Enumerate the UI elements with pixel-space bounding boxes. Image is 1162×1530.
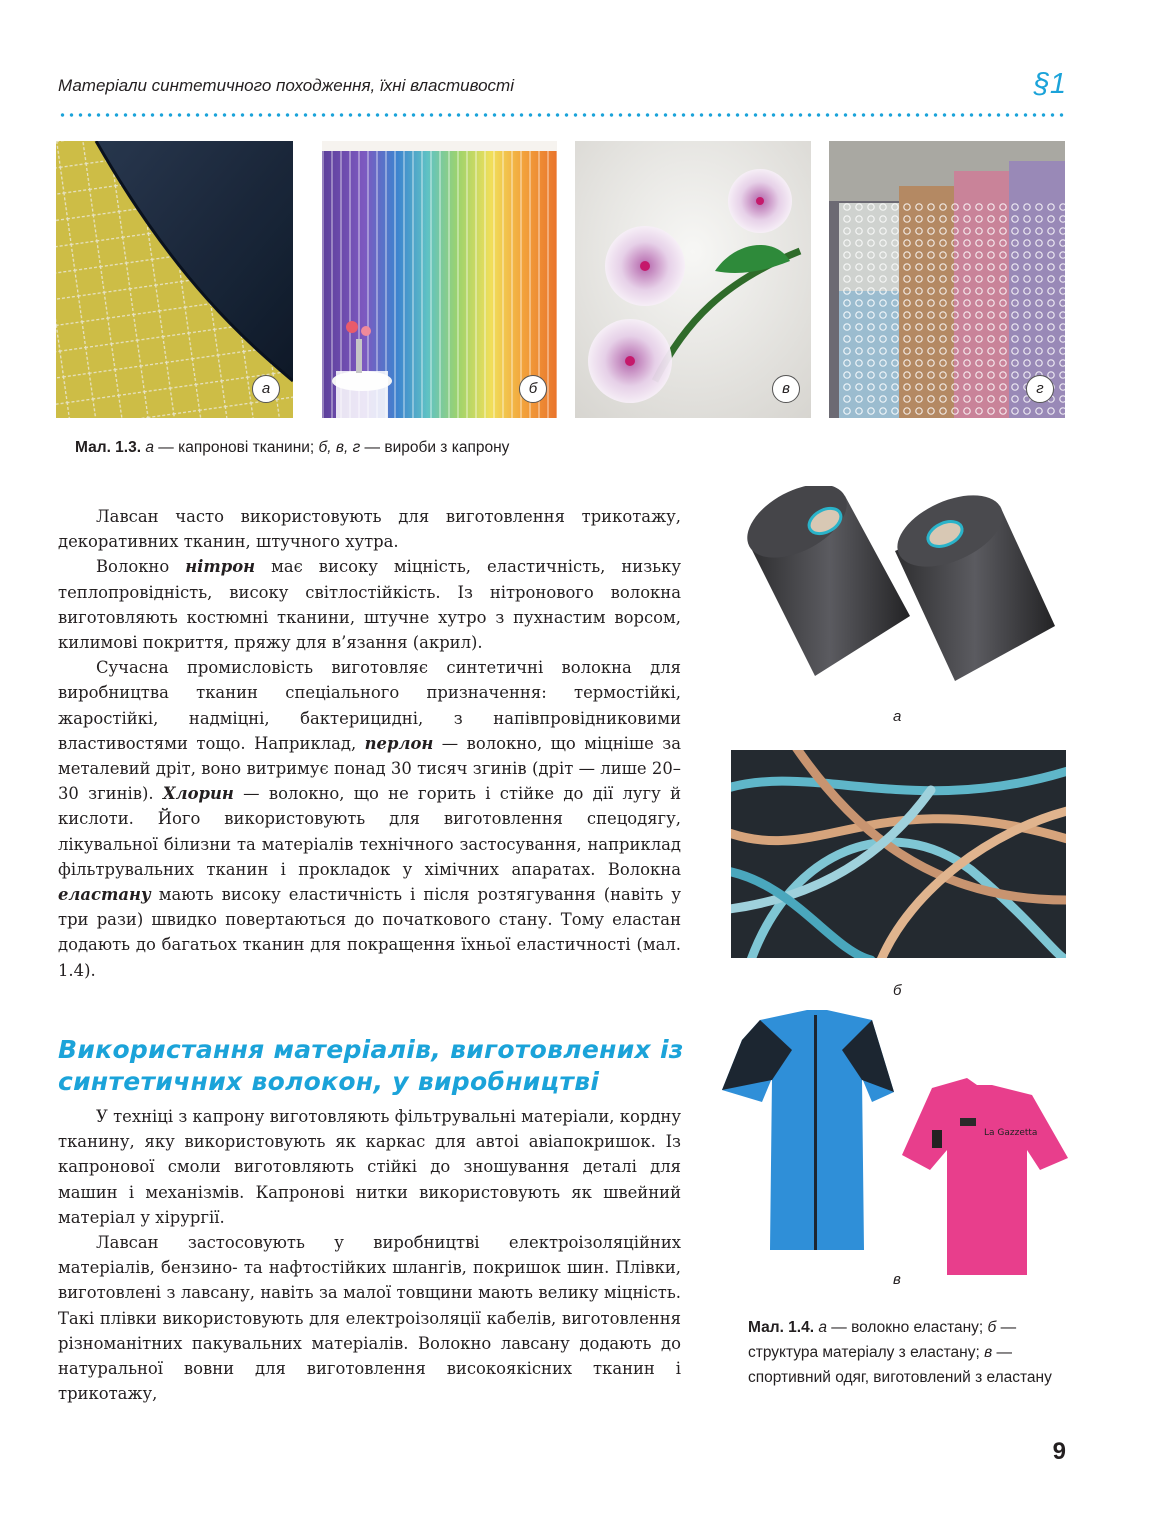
caption-letter: в bbox=[984, 1344, 993, 1361]
figure-letter-badge: в bbox=[772, 375, 800, 403]
photo-sports-jerseys bbox=[722, 1010, 1068, 1285]
photo-elastane-spools bbox=[730, 486, 1062, 694]
caption-label: Мал. 1.4. bbox=[748, 1319, 815, 1336]
caption-text: — вироби з капрону bbox=[360, 439, 510, 456]
paragraph: Волокно нітрон має високу міцність, еластичність, низьку теплопровідність, високу світлостійкість. Із нітронового волокна виготовляють костюмні тканини, штучне хутро з пухнастим ворсом, килимові покриття, пряжу для в’язання (акрил). bbox=[58, 557, 681, 653]
section-number: §1 bbox=[1033, 68, 1066, 100]
page-number: 9 bbox=[1052, 1438, 1066, 1465]
running-title: Матеріали синтетичного походження, їхні властивості bbox=[58, 76, 514, 95]
term: еластану bbox=[58, 885, 151, 905]
caption-label: Мал. 1.3. bbox=[75, 439, 142, 456]
caption-text: — спортивний одяг, виготовлений з еластану bbox=[748, 1344, 1052, 1386]
figure-letter-badge: г bbox=[1026, 375, 1054, 403]
figure-1-3-caption bbox=[75, 435, 775, 460]
photo-lace-ribbons bbox=[829, 141, 1065, 418]
caption-letter: б bbox=[987, 1319, 997, 1336]
caption-letter: б, в, г bbox=[318, 439, 361, 456]
figure-letter: б bbox=[893, 982, 902, 999]
body-text-upper bbox=[58, 504, 681, 983]
figure-letter: а bbox=[893, 708, 902, 725]
paragraph: Лавсан часто використовують для виготовлення трикотажу, декоративних тканин, штучного хутра. bbox=[58, 507, 681, 552]
caption-letter: а bbox=[145, 439, 154, 456]
dotted-divider bbox=[58, 113, 1068, 117]
paragraph: Лавсан застосовують у виробництві електроізоляційних матеріалів, бензино- та нафтостійких шлангів, покришок шин. Плівки, виготовлені з лавсану, навіть за малої товщини мають велику міцність. Такі плівки використовують для електроізоляції кабелів, виготовлення різноманітних пакувальних матеріалів. Волокно лавсану додають до натуральної вовни для виготовлення високоякісних тканин і трикотажу, bbox=[58, 1233, 681, 1404]
term: нітрон bbox=[185, 557, 256, 577]
figure-letter-badge: а bbox=[252, 375, 280, 403]
photo-nylon-flowers bbox=[575, 141, 811, 418]
caption-text: — капронові тканини; bbox=[153, 439, 319, 456]
svg-text:La Gazzetta: La Gazzetta bbox=[984, 1128, 1038, 1138]
running-header bbox=[58, 68, 1068, 106]
figure-letter-badge: б bbox=[519, 375, 547, 403]
caption-letter: а bbox=[818, 1319, 827, 1336]
term: Хлорин bbox=[162, 784, 234, 804]
caption-text: — структура матеріалу з еластану; bbox=[748, 1319, 1017, 1361]
photo-nylon-fabrics bbox=[56, 141, 293, 418]
photo-elastane-structure bbox=[731, 750, 1066, 958]
caption-text: — волокно еластану; bbox=[826, 1319, 984, 1336]
term: перлон bbox=[364, 733, 434, 753]
body-text-lower bbox=[58, 1104, 681, 1406]
paragraph: Сучасна промисловість виготовляє синтетичні волокна для виробництва тканин спеціального призначення: термостійкі, жаростійкі, надміцні, бактерицидні, з напівпровідниковими властивостями тощо. Наприклад, перлон — волокно, що міцніше за металевий дріт, воно витримує понад 30 тисяч згинів (дріт — лише 20–30 згинів). Хлорин — волокно, що не горить і стійке до дії лугу й кислоти. Його використовують для виготовлення спецодягу, лікувальної білизни та матеріалів технічного застосування, наприклад фільтрувальних тканин і прокладок у хімічних апаратах. Волокна еластану мають високу еластичність і після розтягування (навіть у три рази) швидко повертаються до початкового стану. Тому еластан додають до багатьох тканин для покращення їхньої еластичності (мал. 1.4). bbox=[58, 658, 681, 980]
paragraph: У техніці з капрону виготовляють фільтрувальні матеріали, кордну тканину, яку використовують як каркас для автоі авіапокришок. Із капронової смоли виготовляють стійкі до зношування деталі для машин і механізмів. Капронові нитки використовують як швейний матеріал у хірургії. bbox=[58, 1107, 681, 1227]
section-heading: Використання матеріалів, виготовлених із синтетичних волокон, у виробництві bbox=[58, 1035, 684, 1096]
figure-1-4-caption bbox=[748, 1315, 1068, 1390]
figure-letter: в bbox=[893, 1271, 901, 1288]
photo-colored-curtains bbox=[322, 141, 557, 418]
